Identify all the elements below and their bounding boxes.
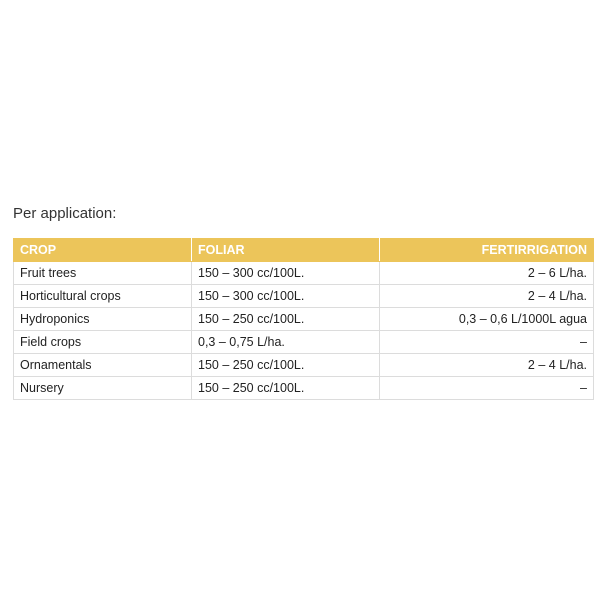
table-header-row <box>14 239 594 262</box>
cell-fertirrigation: – <box>380 377 594 400</box>
table-row <box>14 377 594 400</box>
cell-crop: Field crops <box>14 331 192 354</box>
cell-fertirrigation: 0,3 – 0,6 L/1000L agua <box>380 308 594 331</box>
cell-fertirrigation: 2 – 6 L/ha. <box>380 262 594 285</box>
cell-crop: Nursery <box>14 377 192 400</box>
cell-crop: Horticultural crops <box>14 285 192 308</box>
cell-crop: Fruit trees <box>14 262 192 285</box>
header-fertirrigation: FERTIRRIGATION <box>380 239 594 262</box>
table-row <box>14 262 594 285</box>
cell-foliar: 150 – 250 cc/100L. <box>192 354 380 377</box>
cell-fertirrigation: – <box>380 331 594 354</box>
intro-text: Per application: <box>13 205 117 222</box>
cell-foliar: 150 – 300 cc/100L. <box>192 262 380 285</box>
cell-crop: Hydroponics <box>14 308 192 331</box>
cell-foliar: 150 – 300 cc/100L. <box>192 285 380 308</box>
table-row <box>14 354 594 377</box>
cell-fertirrigation: 2 – 4 L/ha. <box>380 285 594 308</box>
cell-foliar: 0,3 – 0,75 L/ha. <box>192 331 380 354</box>
table-row <box>14 285 594 308</box>
table-row <box>14 308 594 331</box>
table-row <box>14 331 594 354</box>
cell-crop: Ornamentals <box>14 354 192 377</box>
header-foliar: FOLIAR <box>192 239 380 262</box>
header-crop: CROP <box>14 239 192 262</box>
cell-fertirrigation: 2 – 4 L/ha. <box>380 354 594 377</box>
cell-foliar: 150 – 250 cc/100L. <box>192 308 380 331</box>
cell-foliar: 150 – 250 cc/100L. <box>192 377 380 400</box>
dosage-table <box>13 238 594 400</box>
